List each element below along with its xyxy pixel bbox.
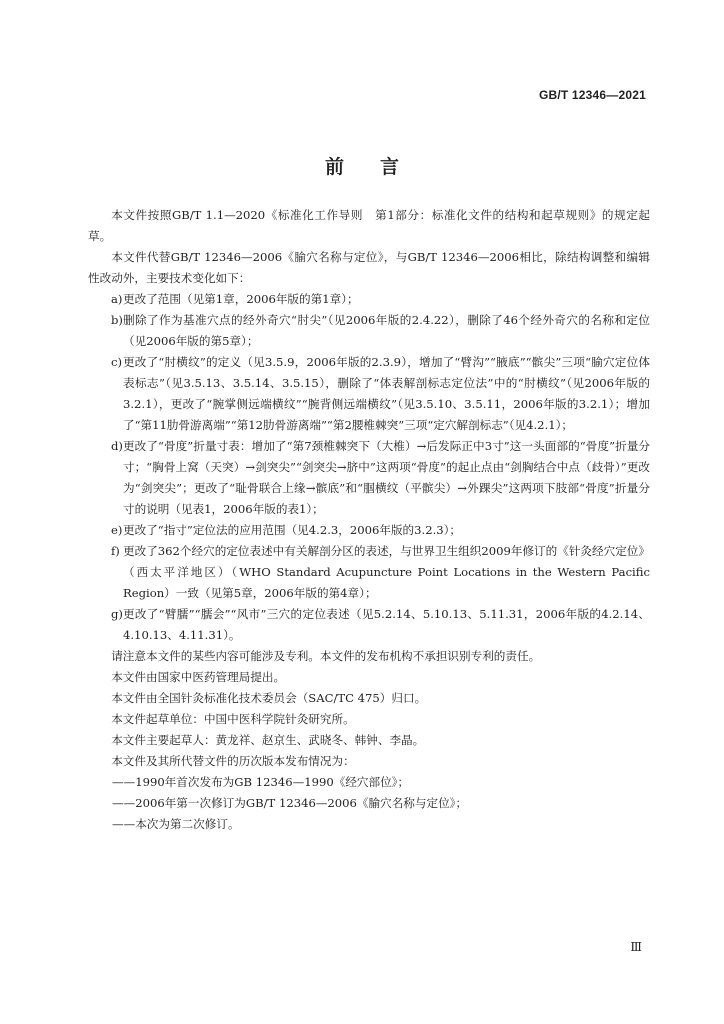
drafting-unit: 本文件起草单位：中国中医科学院针灸研究所。 <box>111 712 355 726</box>
list-marker: c) <box>111 355 123 369</box>
intro-paragraph: 本文件按照GB/T 1.1—2020《标准化工作导则 第1部分：标准化文件的结构和起草规则》的规定起草。 <box>88 208 650 243</box>
list-marker: b) <box>111 313 123 327</box>
history-item: ——本次为第二次修订。 <box>112 817 240 831</box>
list-item-text: 更改了362个经穴的定位表述中有关解剖分区的表述，与世界卫生组织2009年修订的《针灸经穴定位》（西太平洋地区）（WHO Standard Acupuncture Point Locations in the Western Pacific Region）一致（见第5章，2006年版的第4章）； <box>123 544 650 600</box>
list-marker: d) <box>111 439 123 453</box>
list-item <box>88 541 650 604</box>
page-number: Ⅲ <box>630 940 642 954</box>
proposer-statement: 本文件由国家中医药管理局提出。 <box>111 670 286 684</box>
history-intro: 本文件及其所代替文件的历次版本发布情况为： <box>111 754 355 768</box>
list-item-text: 更改了“指寸”定位法的应用范围（见4.2.3，2006年版的3.2.3）； <box>123 523 462 537</box>
patent-notice: 请注意本文件的某些内容可能涉及专利。本文件的发布机构不承担识别专利的责任。 <box>111 649 541 663</box>
list-item-text: 更改了“肘横纹”的定义（见3.5.9，2006年版的2.3.9），增加了“臂沟”“腋底”“髌尖”三项“腧穴定位体表标志”（见3.5.13、3.5.14、3.5.15），删除了“体表解剖标志定位法”中的“肘横纹”（见2006年版的3.2.1），更改了“腕掌侧远端横纹”“腕背侧远端横纹”（见3.5.10、3.5.11，2006年版的3.2.1）；增加了“第11肋骨游离端”“第12肋骨游离端”“第2腰椎棘突”三项“定穴解剖标志”（见4.2.1）； <box>123 355 650 432</box>
list-item <box>88 436 650 520</box>
list-item <box>88 352 650 436</box>
history-item: ——2006年第一次修订为GB/T 12346—2006《腧穴名称与定位》； <box>112 796 468 810</box>
intro-paragraph: 本文件代替GB/T 12346—2006《腧穴名称与定位》，与GB/T 12346—2006相比，除结构调整和编辑性改动外，主要技术变化如下： <box>88 250 650 285</box>
list-item <box>88 310 650 352</box>
list-item-text: 更改了“臂臑”“臑会”“风市”三穴的定位表述（见5.2.14、5.10.13、5.11.31，2006年版的4.2.14、4.10.13、4.11.31）。 <box>123 607 650 642</box>
list-item <box>88 289 650 310</box>
page-title: 前言 <box>324 156 435 178</box>
history-item: ——1990年首次发布为GB 12346—1990《经穴部位》； <box>112 775 410 789</box>
list-item-text: 更改了范围（见第1章，2006年版的第1章）； <box>123 292 359 306</box>
list-item-text: 删除了作为基准穴点的经外奇穴“肘尖”（见2006年版的2.4.22），删除了46个经外奇穴的名称和定位（见2006年版的第5章）； <box>123 313 650 348</box>
list-marker: f) <box>111 544 120 558</box>
committee-statement: 本文件由全国针灸标准化技术委员会（SAC/TC 475）归口。 <box>111 691 427 705</box>
list-marker: a) <box>111 292 123 306</box>
list-marker: e) <box>111 523 123 537</box>
change-list <box>88 289 650 646</box>
list-marker: g) <box>111 607 123 621</box>
standard-code: GB/T 12346—2021 <box>538 88 646 102</box>
list-item <box>88 520 650 541</box>
drafters: 本文件主要起草人：黄龙祥、赵京生、武晓冬、韩钟、李晶。 <box>111 733 425 747</box>
history-list <box>88 772 650 835</box>
list-item <box>88 604 650 646</box>
list-item-text: 更改了“骨度”折量寸表：增加了“第7颈椎棘突下（大椎）→后发际正中3寸”这一头面部的“骨度”折量分寸；“胸骨上窝（天突）→剑突尖”“剑突尖→脐中”这两项“骨度”的起止点由“剑胸结合中点（歧骨）”更改为“剑突尖”；更改了“耻骨联合上缘→髌底”和“腘横纹（平髌尖）→外踝尖”这两项下肢部“骨度”折量分寸的说明（见表1，2006年版的表1）； <box>123 439 650 516</box>
document-body <box>88 205 650 835</box>
